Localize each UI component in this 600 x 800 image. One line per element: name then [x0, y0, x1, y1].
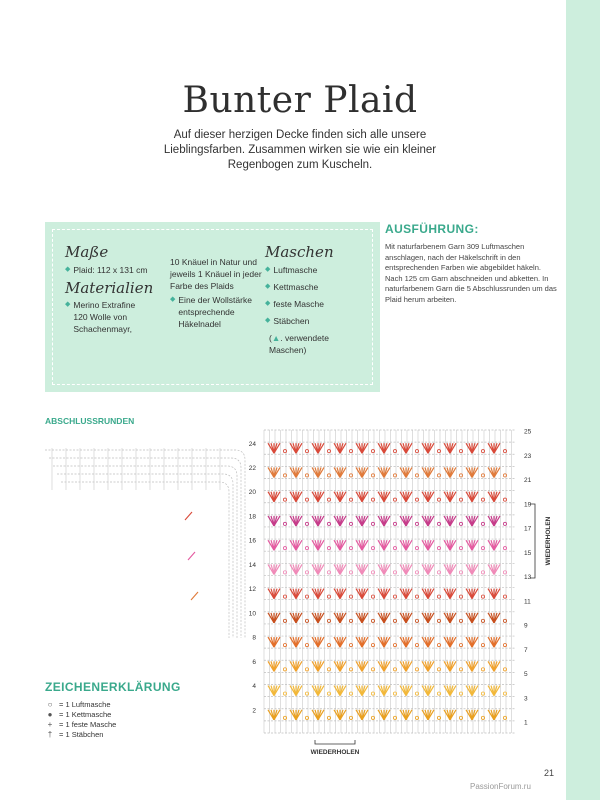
shell-stitch	[444, 492, 463, 502]
shell-stitch	[378, 540, 397, 550]
shell-stitch	[444, 467, 463, 477]
row-number-right: 5	[524, 671, 528, 679]
ausfuehrung-text: Mit naturfarbenem Garn 309 Luftmaschen anschlagen, nach der Häkelschrift in den entsprechenden Farben wie abgebildet häkeln. Nach 125 cm Garn abschneiden und abketten. In naturfarbenem Garn die 5 Abschlussrunden um das Plaid herum arbeiten.	[385, 242, 557, 304]
maschen-heading: Maschen	[265, 243, 334, 261]
shell-stitch	[444, 589, 463, 599]
chart-rows	[264, 430, 516, 733]
maschen-item: ◆ feste Masche	[265, 299, 324, 309]
shell-stitch	[400, 443, 419, 453]
bullet-icon: ◆	[65, 301, 71, 308]
materialien-item: ◆ Merino Extrafine 120 Wolle von Schachenmayr,	[65, 300, 136, 334]
legend-item: ○ = 1 Luftmasche	[45, 700, 116, 710]
shell-stitch	[356, 613, 375, 623]
row-number-left: 10	[248, 610, 256, 618]
shell-stitch	[312, 492, 331, 502]
shell-stitch	[400, 467, 419, 477]
shell-stitch	[488, 661, 507, 671]
corner-accent	[191, 592, 198, 600]
shell-stitch	[268, 661, 287, 671]
shell-stitch	[378, 661, 397, 671]
shell-stitch	[488, 540, 507, 550]
intro-text: Auf dieser herzigen Decke finden sich alle unsere Lieblingsfarben. Zusammen wirken sie wie ein kleiner Regenbogen zum Kuscheln.	[163, 129, 437, 171]
triangle-icon: ▲	[271, 333, 281, 343]
shell-stitch	[400, 589, 419, 599]
shell-stitch	[422, 710, 441, 720]
shell-stitch	[356, 686, 375, 696]
shell-stitch	[422, 637, 441, 647]
row-number-left: 4	[252, 683, 256, 691]
corner-accent	[188, 552, 195, 560]
shell-stitch	[268, 492, 287, 502]
shell-stitch	[356, 589, 375, 599]
shell-stitch	[466, 540, 485, 550]
shell-stitch	[290, 637, 309, 647]
double-crochet-icon: †	[47, 730, 53, 739]
maschen-item: ◆ Kettmasche	[265, 282, 319, 292]
bullet-icon: ◆	[170, 296, 176, 303]
shell-stitch	[422, 564, 441, 574]
maschen-note: (▲. verwendete Maschen)	[269, 333, 329, 355]
bullet-icon: ◆	[265, 317, 271, 324]
shell-stitch	[290, 589, 309, 599]
shell-stitch	[378, 564, 397, 574]
shell-stitch	[378, 443, 397, 453]
shell-stitch	[378, 710, 397, 720]
shell-stitch	[466, 686, 485, 696]
page-title: Bunter Plaid	[182, 80, 418, 121]
shell-stitch	[334, 661, 353, 671]
shell-stitch	[378, 686, 397, 696]
row-number-right: 23	[524, 452, 532, 460]
shell-stitch	[444, 686, 463, 696]
middle-item: ◆ Eine der Wollstärke entsprechende Häkelnadel	[170, 295, 252, 329]
shell-stitch	[444, 516, 463, 526]
shell-stitch	[400, 637, 419, 647]
shell-stitch	[466, 710, 485, 720]
crochet-chart	[40, 408, 560, 768]
middle-text: 10 Knäuel in Natur und jeweils 1 Knäuel in jeder Farbe des Plaids	[170, 257, 262, 291]
shell-stitch	[268, 467, 287, 477]
shell-stitch	[466, 661, 485, 671]
shell-stitch	[378, 516, 397, 526]
shell-stitch	[356, 661, 375, 671]
shell-stitch	[356, 492, 375, 502]
abschluss-label: ABSCHLUSSRUNDEN	[45, 416, 135, 426]
shell-stitch	[378, 467, 397, 477]
shell-stitch	[422, 540, 441, 550]
crochet-chart-svg	[40, 408, 560, 768]
shell-stitch	[488, 516, 507, 526]
shell-stitch	[378, 589, 397, 599]
shell-stitch	[356, 637, 375, 647]
shell-stitch	[466, 492, 485, 502]
info-col-middle	[170, 256, 262, 330]
shell-stitch	[356, 540, 375, 550]
legend-item: + = 1 feste Masche	[45, 720, 116, 730]
shell-stitch	[422, 661, 441, 671]
masse-item: ◆ Plaid: 112 x 131 cm	[65, 265, 148, 275]
shell-stitch	[422, 686, 441, 696]
row-number-left: 20	[248, 489, 256, 497]
row-number-left: 18	[248, 513, 256, 521]
single-crochet-icon: +	[47, 720, 53, 729]
corner-chart	[45, 448, 245, 638]
shell-stitch	[290, 564, 309, 574]
shell-stitch	[334, 540, 353, 550]
corner-accent	[185, 512, 192, 520]
shell-stitch	[356, 467, 375, 477]
shell-stitch	[488, 686, 507, 696]
row-number-left: 16	[248, 537, 256, 545]
materialien-heading: Materialien	[65, 279, 154, 297]
wiederholen-side-label: WIEDERHOLEN	[545, 516, 552, 566]
shell-stitch	[268, 443, 287, 453]
shell-stitch	[400, 516, 419, 526]
row-number-left: 22	[248, 464, 256, 472]
shell-stitch	[268, 564, 287, 574]
shell-stitch	[444, 540, 463, 550]
row-numbers	[249, 429, 532, 727]
row-number-right: 25	[524, 428, 532, 436]
shell-stitch	[290, 540, 309, 550]
row-number-left: 8	[252, 634, 256, 642]
shell-stitch	[312, 467, 331, 477]
zeichen-heading: ZEICHENERKLÄRUNG	[45, 680, 181, 694]
shell-stitch	[466, 637, 485, 647]
shell-stitch	[488, 564, 507, 574]
info-col-left	[65, 244, 165, 335]
shell-stitch	[356, 443, 375, 453]
shell-stitch	[488, 613, 507, 623]
shell-stitch	[290, 492, 309, 502]
row-number-right: 11	[524, 598, 531, 606]
shell-stitch	[356, 564, 375, 574]
shell-stitch	[466, 564, 485, 574]
shell-stitch	[400, 710, 419, 720]
info-col-right	[265, 244, 365, 356]
slip-stitch-icon: ●	[47, 710, 53, 719]
shell-stitch	[400, 661, 419, 671]
row-number-right: 21	[524, 477, 532, 485]
shell-stitch	[334, 516, 353, 526]
chain-stitch-icon: ○	[47, 700, 53, 709]
shell-stitch	[290, 710, 309, 720]
shell-stitch	[400, 613, 419, 623]
shell-stitch	[422, 516, 441, 526]
repeat-bracket-side	[530, 504, 535, 578]
shell-stitch	[466, 467, 485, 477]
shell-stitch	[400, 540, 419, 550]
shell-stitch	[334, 686, 353, 696]
shell-stitch	[312, 564, 331, 574]
shell-stitch	[290, 516, 309, 526]
legend-item: † = 1 Stäbchen	[45, 730, 116, 740]
row-number-right: 13	[524, 574, 532, 582]
wiederholen-bottom-label: WIEDERHOLEN	[310, 749, 360, 756]
legend-list	[45, 700, 116, 740]
shell-stitch	[400, 686, 419, 696]
row-number-left: 2	[252, 707, 256, 715]
border-round	[53, 466, 237, 638]
shell-stitch	[444, 564, 463, 574]
shell-stitch	[268, 710, 287, 720]
row-number-left: 12	[248, 586, 256, 594]
shell-stitch	[378, 613, 397, 623]
shell-stitch	[422, 589, 441, 599]
shell-stitch	[290, 443, 309, 453]
masse-heading: Maße	[65, 243, 109, 261]
shell-stitch	[444, 661, 463, 671]
border-round	[49, 458, 241, 638]
shell-stitch	[312, 661, 331, 671]
shell-stitch	[334, 613, 353, 623]
shell-stitch	[400, 564, 419, 574]
shell-stitch	[334, 492, 353, 502]
border-round	[45, 450, 245, 638]
shell-stitch	[312, 516, 331, 526]
shell-stitch	[268, 540, 287, 550]
shell-stitch	[334, 443, 353, 453]
row-number-right: 17	[524, 525, 532, 533]
shell-stitch	[488, 492, 507, 502]
shell-stitch	[488, 443, 507, 453]
row-number-right: 3	[524, 695, 528, 703]
shell-stitch	[378, 637, 397, 647]
shell-stitch	[312, 613, 331, 623]
bullet-icon: ◆	[265, 266, 271, 273]
shell-stitch	[466, 516, 485, 526]
shell-stitch	[290, 467, 309, 477]
shell-stitch	[268, 589, 287, 599]
shell-stitch	[312, 710, 331, 720]
shell-stitch	[378, 492, 397, 502]
row-number-left: 14	[248, 561, 256, 569]
shell-stitch	[334, 467, 353, 477]
row-number-right: 7	[524, 646, 528, 654]
row-number-left: 24	[248, 440, 256, 448]
bullet-icon: ◆	[265, 300, 271, 307]
row-number-right: 15	[524, 549, 532, 557]
bullet-icon: ◆	[265, 283, 271, 290]
shell-stitch	[312, 443, 331, 453]
shell-stitch	[466, 589, 485, 599]
shell-stitch	[488, 637, 507, 647]
border-round	[57, 474, 233, 638]
shell-stitch	[444, 710, 463, 720]
shell-stitch	[312, 540, 331, 550]
info-box	[45, 222, 380, 392]
shell-stitch	[488, 710, 507, 720]
shell-stitch	[466, 613, 485, 623]
ausfuehrung-heading: AUSFÜHRUNG:	[385, 222, 479, 236]
shell-stitch	[422, 492, 441, 502]
shell-stitch	[312, 637, 331, 647]
bullet-icon: ◆	[65, 266, 71, 273]
watermark: PassionForum.ru	[470, 782, 531, 791]
shell-stitch	[268, 613, 287, 623]
shell-stitch	[400, 492, 419, 502]
shell-stitch	[290, 613, 309, 623]
repeat-bracket-bottom	[315, 740, 355, 744]
row-number-right: 9	[524, 622, 528, 630]
row-number-left: 6	[252, 658, 256, 666]
shell-stitch	[488, 467, 507, 477]
shell-stitch	[444, 443, 463, 453]
shell-stitch	[334, 710, 353, 720]
shell-stitch	[334, 564, 353, 574]
shell-stitch	[356, 710, 375, 720]
border-round	[61, 482, 229, 638]
shell-stitch	[290, 686, 309, 696]
legend-item: ● = 1 Kettmasche	[45, 710, 116, 720]
shell-stitch	[312, 686, 331, 696]
shell-stitch	[422, 613, 441, 623]
shell-stitch	[268, 637, 287, 647]
shell-stitch	[356, 516, 375, 526]
maschen-item: ◆ Luftmasche	[265, 265, 318, 275]
page-number: 21	[544, 768, 555, 778]
row-number-right: 1	[524, 719, 528, 727]
shell-stitch	[268, 686, 287, 696]
shell-stitch	[290, 661, 309, 671]
shell-stitch	[268, 516, 287, 526]
shell-stitch	[422, 467, 441, 477]
maschen-item: ◆ Stäbchen	[265, 316, 310, 326]
shell-stitch	[312, 589, 331, 599]
shell-stitch	[466, 443, 485, 453]
shell-stitch	[422, 443, 441, 453]
shell-stitch	[444, 637, 463, 647]
shell-stitch	[334, 589, 353, 599]
shell-stitch	[334, 637, 353, 647]
shell-stitch	[488, 589, 507, 599]
row-number-right: 19	[524, 501, 532, 509]
shell-stitch	[444, 613, 463, 623]
